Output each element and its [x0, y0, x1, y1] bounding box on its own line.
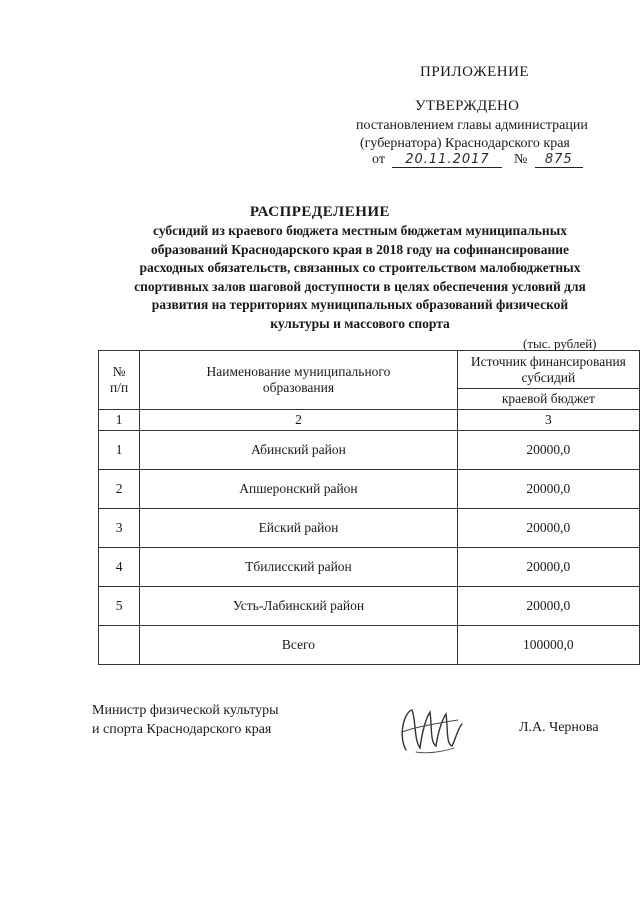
decree-date-line	[372, 152, 583, 168]
row-num: 5	[99, 587, 140, 626]
signatory-name: Л.А. Чернова	[519, 720, 599, 735]
index-cell: 2	[140, 410, 458, 431]
position-line-2: и спорта Краснодарского края	[92, 722, 272, 737]
row-value: 20000,0	[457, 431, 639, 470]
subtitle-line: развития на территориях муниципальных образований физической	[151, 297, 569, 313]
subtitle-line: спортивных залов шаговой доступности в целях обеспечения условий для	[134, 278, 586, 294]
decree-line-2: (губернатора) Краснодарского края	[360, 136, 570, 151]
row-value: 20000,0	[457, 509, 639, 548]
header-name: Наименование муниципального образования	[140, 351, 458, 410]
table-total-row	[99, 626, 640, 665]
row-name: Ейский район	[140, 509, 458, 548]
row-num: 4	[99, 548, 140, 587]
position-line-1: Министр физической культуры	[92, 703, 279, 718]
table-row	[99, 587, 640, 626]
decree-date: 20.11.2017	[392, 152, 502, 168]
signatory-position	[92, 701, 279, 739]
header-source-sub: краевой бюджет	[457, 389, 639, 410]
signature-icon	[392, 702, 472, 760]
row-name: Абинский район	[140, 431, 458, 470]
row-num: 1	[99, 431, 140, 470]
total-label: Всего	[140, 626, 458, 665]
date-prefix: от	[372, 152, 385, 167]
table-row	[99, 509, 640, 548]
subtitle-line: культуры и массового спорта	[270, 315, 450, 331]
approved-label: УТВЕРЖДЕНО	[415, 98, 520, 114]
unit-label: (тыс. рублей)	[523, 336, 597, 351]
header-source: Источник финансирования субсидий	[457, 351, 639, 389]
number-sign: №	[513, 152, 528, 167]
decree-line-1: постановлением главы администрации	[356, 118, 588, 133]
index-cell: 1	[99, 410, 140, 431]
row-num: 3	[99, 509, 140, 548]
index-cell: 3	[457, 410, 639, 431]
document-subtitle	[100, 222, 620, 334]
row-name: Усть-Лабинский район	[140, 587, 458, 626]
handwritten-signature	[392, 702, 472, 765]
row-name: Тбилисский район	[140, 548, 458, 587]
row-value: 20000,0	[457, 470, 639, 509]
appendix-label: ПРИЛОЖЕНИЕ	[420, 64, 530, 80]
row-value: 20000,0	[457, 548, 639, 587]
table-row	[99, 431, 640, 470]
table-row	[99, 548, 640, 587]
row-num: 2	[99, 470, 140, 509]
document-title: РАСПРЕДЕЛЕНИЕ	[249, 204, 391, 220]
subsidy-table	[98, 350, 640, 665]
subtitle-line: расходных обязательств, связанных со строительством малобюджетных	[139, 260, 581, 276]
table-index-row	[99, 410, 640, 431]
total-num-empty	[99, 626, 140, 665]
header-num: № п/п	[99, 351, 140, 410]
total-value: 100000,0	[457, 626, 639, 665]
table-row	[99, 470, 640, 509]
subtitle-line: субсидий из краевого бюджета местным бюджетам муниципальных	[153, 223, 567, 238]
subtitle-line: образований Краснодарского края в 2018 году на софинансирование	[150, 241, 569, 257]
decree-number: 875	[535, 152, 583, 168]
row-value: 20000,0	[457, 587, 639, 626]
row-name: Апшеронский район	[140, 470, 458, 509]
